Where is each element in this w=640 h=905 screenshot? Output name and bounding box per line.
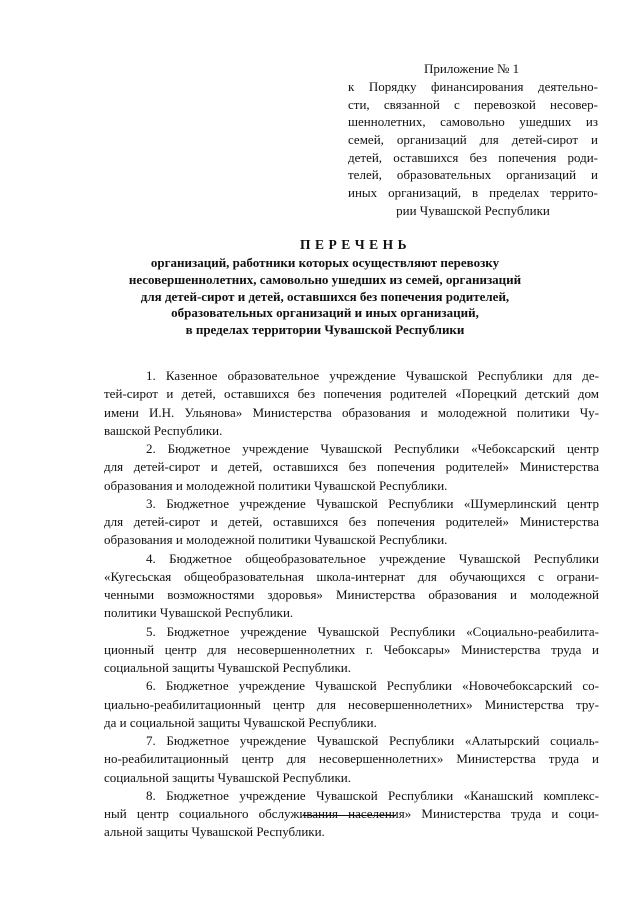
list-item-line: но-реабилитационный центр для несовершеннолетних» Министерства труда и: [104, 751, 599, 767]
closing-divider: [303, 815, 396, 816]
annex-reference: [348, 78, 598, 220]
list-item-line: образования и молодежной политики Чувашской Республики.: [104, 477, 448, 493]
subheading-line: организаций, работники которых осуществляют перевозку: [150, 255, 500, 270]
list-item-line: ный центр социального обслуживания населения» Министерства труда и соци-: [104, 806, 599, 821]
organization-list: [104, 367, 599, 842]
list-item-line: вашской Республики.: [104, 422, 223, 438]
list-item-1: [104, 367, 599, 440]
subheading-line: образовательных организаций и иных организаций,: [171, 305, 479, 321]
list-item-line: циально-реабилитационный центр для несовершеннолетних» Министерства тру-: [104, 696, 599, 712]
list-item-line: социальной защиты Чувашской Республики.: [104, 769, 351, 785]
subheading-line: для детей-сирот и детей, оставшихся без попечения родителей,: [140, 288, 510, 304]
list-item-7: [104, 732, 599, 787]
list-item-line: 5. Бюджетное учреждение Чувашской Республики «Социально-реабилита-: [146, 623, 599, 639]
list-item-line: для детей-сирот и детей, оставшихся без попечения родителей» Министерства: [104, 459, 599, 475]
list-item-line: альной защиты Чувашской Республики.: [104, 824, 325, 840]
list-item-line: 8. Бюджетное учреждение Чувашской Республики «Канашский комплекс-: [146, 787, 599, 803]
annex-line: иных организаций, в пределах террито-: [348, 185, 598, 201]
list-item-line: политики Чувашской Республики.: [104, 605, 294, 621]
list-item-line: социальной защиты Чувашской Республики.: [104, 660, 351, 675]
list-item-line: 6. Бюджетное учреждение Чувашской Республики «Новочебоксарский со-: [146, 678, 599, 694]
list-item-line: для детей-сирот и детей, оставшихся без попечения родителей» Министерства: [104, 514, 599, 529]
list-item-line: 7. Бюджетное учреждение Чувашской Республики «Алатырский социаль-: [146, 733, 599, 748]
document-heading: ПЕРЕЧЕНЬ: [300, 237, 412, 252]
list-item-line: имени И.Н. Ульянова» Министерства образования и молодежной политики Чу-: [104, 404, 599, 420]
annex-line: сти, связанной с перевозкой несовер-: [348, 96, 598, 112]
annex-title: Приложение № 1: [424, 61, 520, 76]
list-item-6: [104, 677, 599, 732]
annex-line: детей, оставшихся без попечения роди-: [348, 149, 598, 165]
annex-line: к Порядку финансирования деятельно-: [348, 79, 598, 94]
subheading-line: несовершеннолетних, самовольно ушедших из семей, организаций: [128, 271, 522, 287]
annex-line: рии Чувашской Республики: [396, 202, 550, 218]
list-item-line: 2. Бюджетное учреждение Чувашской Республики «Чебоксарский центр: [146, 441, 599, 456]
list-item-4: [104, 550, 599, 623]
list-item-line: ченными возможностями здоровья» Министерства образования и молодежной: [104, 587, 599, 602]
list-item-2: [104, 440, 599, 495]
annex-line: семей, организаций для детей-сирот и: [348, 132, 598, 148]
document-subheading: [100, 255, 550, 339]
list-item-line: 4. Бюджетное общеобразовательное учреждение Чувашской Республики: [146, 550, 599, 566]
list-item-3: [104, 495, 599, 550]
list-item-line: 3. Бюджетное учреждение Чувашской Республики «Шумерлинский центр: [146, 495, 599, 511]
list-item-5: [104, 623, 599, 678]
subheading-line: в пределах территории Чувашской Республики: [185, 322, 465, 338]
annex-line: шеннолетних, самовольно ушедших из: [348, 114, 598, 130]
list-item-line: «Кугесьская общеобразовательная школа-интернат для обучающихся с ограни-: [104, 568, 599, 584]
list-item-line: образования и молодежной политики Чувашской Республики.: [104, 532, 448, 548]
annex-line: телей, образовательных организаций и: [348, 167, 598, 183]
list-item-line: 1. Казенное образовательное учреждение Чувашской Республики для де-: [146, 368, 599, 383]
list-item-line: да и социальной защиты Чувашской Республики.: [104, 714, 377, 730]
list-item-line: ционный центр для несовершеннолетних г. Чебоксары» Министерства труда и: [104, 641, 599, 657]
list-item-line: тей-сирот и детей, оставшихся без попечения родителей «Порецкий детский дом: [104, 386, 599, 402]
